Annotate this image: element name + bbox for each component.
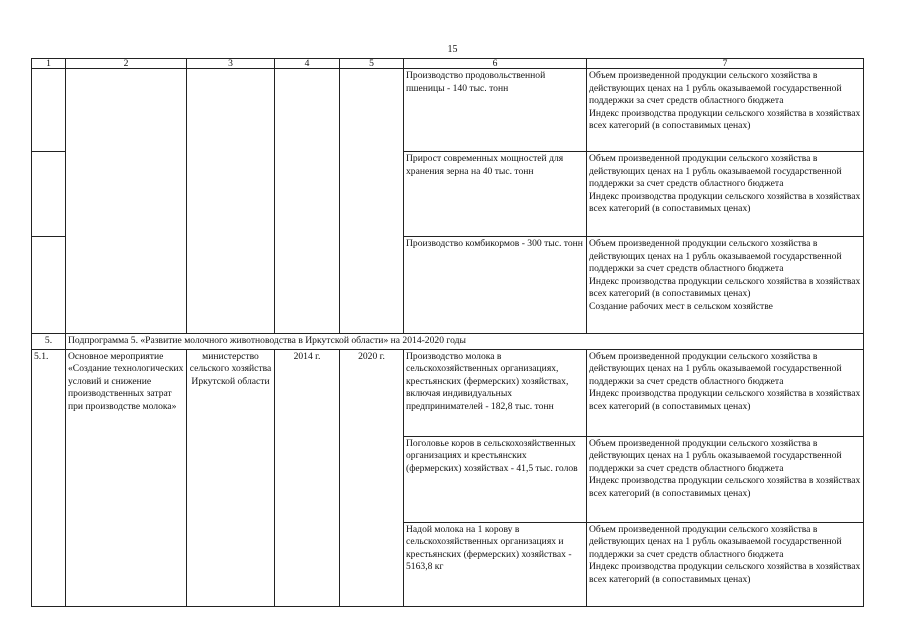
indicator-cell: [587, 522, 864, 606]
header-row: [32, 59, 864, 69]
indicator-cell: [587, 349, 864, 436]
indicator-cell: [587, 69, 864, 152]
indicator-text: Объем произведенной продукции сельского хозяйства в действующих ценах на 1 рубль оказываемой государственной поддержки за счет средств областного бюджета: [589, 70, 842, 107]
indicator-text: Индекс производства продукции сельского хозяйства в хозяйствах всех категорий (в сопоставимых ценах): [589, 190, 861, 215]
header-col-5: 5: [340, 59, 404, 69]
result-cell: Производство комбикормов - 300 тыс. тонн: [404, 237, 587, 334]
indicator-text: Объем произведенной продукции сельского хозяйства в действующих ценах на 1 рубль оказываемой государственной поддержки за счет средств областного бюджета: [589, 238, 842, 275]
indicator-text: Объем произведенной продукции сельского хозяйства в действующих ценах на 1 рубль оказываемой государственной поддержки за счет средств областного бюджета: [589, 523, 842, 560]
header-col-4: 4: [275, 59, 340, 69]
indicator-text: Объем произведенной продукции сельского хозяйства в действующих ценах на 1 рубль оказываемой государственной поддержки за счет средств областного бюджета: [589, 350, 842, 387]
measure-name: Основное мероприятие «Создание технологических условий и снижение производственных затрат при производстве молока»: [66, 349, 187, 606]
table-row: [32, 69, 864, 152]
cell-col3: [187, 69, 275, 334]
cell-col2: [66, 69, 187, 334]
measure-start: 2014 г.: [275, 349, 340, 606]
indicator-text: Индекс производства продукции сельского хозяйства в хозяйствах всех категорий (в сопоставимых ценах): [589, 275, 861, 300]
cell-col1: [32, 237, 66, 334]
program-table: [31, 58, 864, 607]
indicator-cell: [587, 237, 864, 334]
result-cell: Надой молока на 1 корову в сельскохозяйственных организациях и крестьянских (фермерских) хозяйствах - 5163,8 кг: [404, 522, 587, 606]
indicator-text: Индекс производства продукции сельского хозяйства в хозяйствах всех категорий (в сопоставимых ценах): [589, 107, 861, 132]
header-col-1: 1: [32, 59, 66, 69]
page-number: 15: [447, 44, 458, 55]
cell-col1: [32, 152, 66, 237]
indicator-cell: [587, 152, 864, 237]
header-col-2: 2: [66, 59, 187, 69]
header-col-7: 7: [587, 59, 864, 69]
table-row: [32, 349, 864, 436]
indicator-text: Индекс производства продукции сельского хозяйства в хозяйствах всех категорий (в сопоставимых ценах): [589, 561, 861, 585]
cell-col5: [340, 69, 404, 334]
measure-number: 5.1.: [32, 349, 66, 606]
cell-col1: [32, 69, 66, 152]
subprogram-row: [32, 334, 864, 350]
indicator-text: Объем произведенной продукции сельского хозяйства в действующих ценах на 1 рубль оказываемой государственной поддержки за счет средств областного бюджета: [589, 437, 842, 474]
indicator-text: Объем произведенной продукции сельского хозяйства в действующих ценах на 1 рубль оказываемой государственной поддержки за счет средств областного бюджета: [589, 153, 842, 190]
indicator-cell: [587, 436, 864, 522]
subprogram-title: Подпрограмма 5. «Развитие молочного животноводства в Иркутской области» на 2014-2020 годы: [66, 334, 864, 350]
measure-end: 2020 г.: [340, 349, 404, 606]
result-cell: Поголовье коров в сельскохозяйственных организациях и крестьянских (фермерских) хозяйствах - 41,5 тыс. голов: [404, 436, 587, 522]
cell-col4: [275, 69, 340, 334]
header-col-6: 6: [404, 59, 587, 69]
indicator-text: Индекс производства продукции сельского хозяйства в хозяйствах всех категорий (в сопоставимых ценах): [589, 475, 861, 499]
header-col-3: 3: [187, 59, 275, 69]
indicator-text: Создание рабочих мест в сельском хозяйстве: [589, 300, 773, 312]
indicator-text: Индекс производства продукции сельского хозяйства в хозяйствах всех категорий (в сопоставимых ценах): [589, 388, 861, 412]
result-cell: Производство молока в сельскохозяйственных организациях, крестьянских (фермерских) хозяйствах, включая индивидуальных предпринимателей - 182,8 тыс. тонн: [404, 349, 587, 436]
result-cell: Производство продовольственной пшеницы - 140 тыс. тонн: [404, 69, 587, 152]
measure-executor: министерство сельского хозяйства Иркутской области: [187, 349, 275, 606]
result-cell: Прирост современных мощностей для хранения зерна на 40 тыс. тонн: [404, 152, 587, 237]
subprogram-number: 5.: [32, 334, 66, 350]
